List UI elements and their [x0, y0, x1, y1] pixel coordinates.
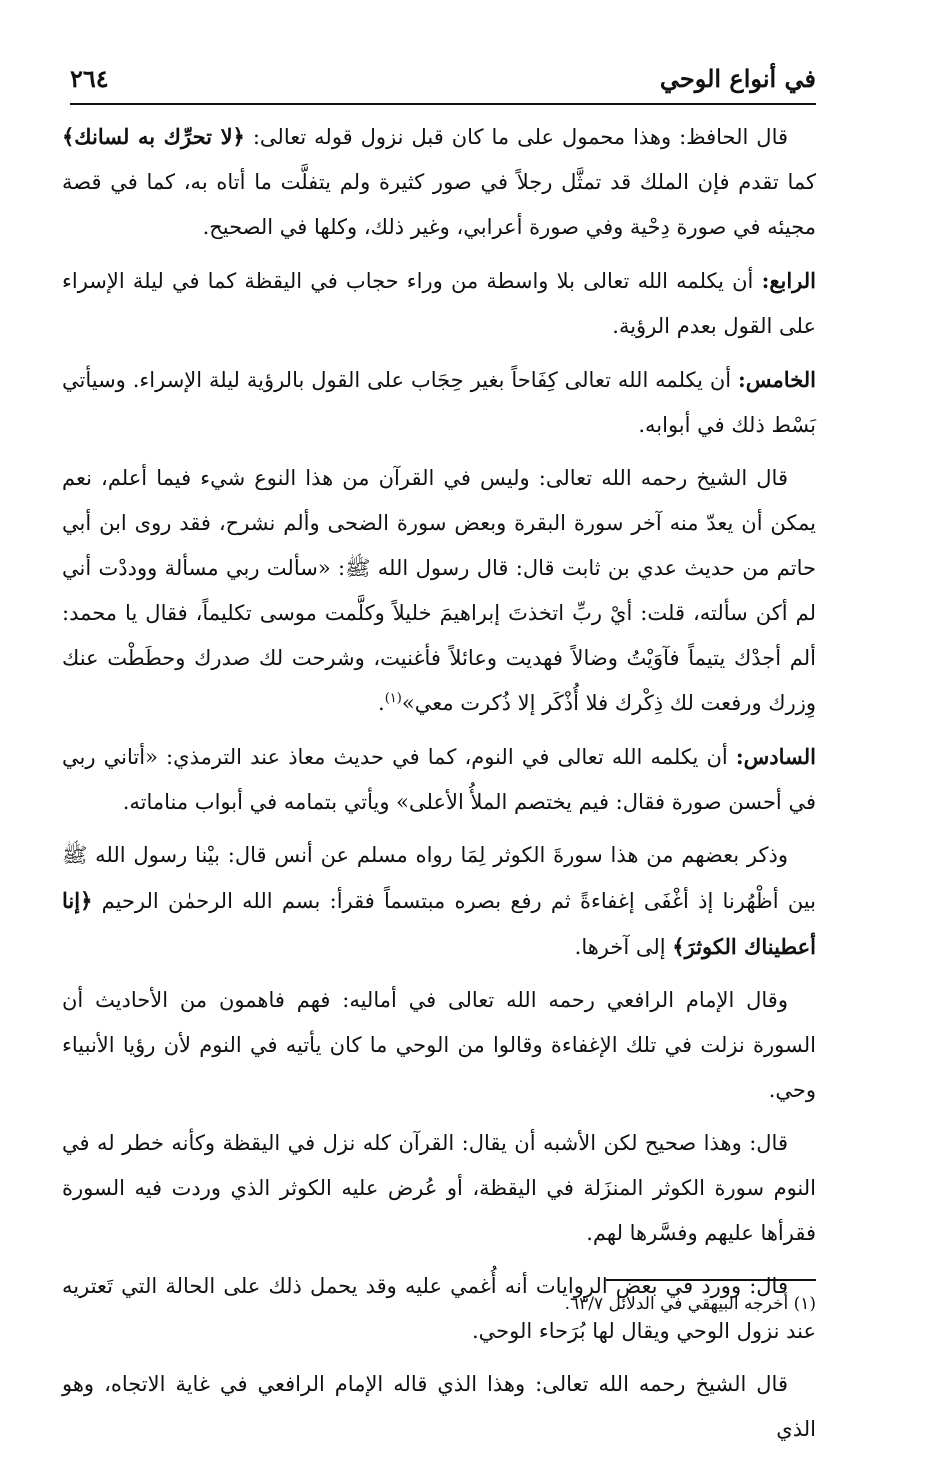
footnote: [62, 1290, 816, 1318]
paragraph-text: أن يكلمه الله تعالى في النوم، كما في حديث معاذ عند الترمذي: «أتاني ربي في أحسن صورة فقال: فيم يختصم الملأُ الأعلى» ويأتي بتمامه في أبواب مناماته.: [62, 745, 816, 814]
paragraph-text: كما تقدم فإن الملك قد تمثَّل رجلاً في صور كثيرة ولم يتفلَّت ما أتاه به، كما في قصة مجيئه في صورة دِحْية وفي صورة أعرابي، وغير ذلك، وكلها في الصحيح.: [62, 170, 816, 239]
paragraph-kawthar: [62, 833, 816, 970]
paragraph-fourth: [62, 258, 816, 349]
body-text: [62, 114, 816, 1460]
quran-verse: ﴿إنا أعطيناك الكوثرَ﴾: [62, 888, 816, 959]
paragraph-text: إلى آخرها.: [574, 935, 673, 959]
paragraph-text: قال: وهذا صحيح لكن الأشبه أن يقال: القرآن كله نزل في اليقظة وكأنه خطر له في النوم سورة الكوثر المنزَلة في اليقظة، أو عُرض عليه الكوثر الذي وردت فيه السورة فقرأها عليهم وفسَّرها لهم.: [62, 1131, 816, 1245]
footnote-divider: [606, 1279, 816, 1281]
paragraph-hafiz: [62, 114, 816, 250]
paragraph-sheikh-conclusion: [62, 1362, 816, 1452]
paragraph-text: أن يكلمه الله تعالى كِفَاحاً بغير حِجَاب على القول بالرؤية ليلة الإسراء. وسيأتي بَسْط ذلك في أبوابه.: [62, 368, 816, 437]
paragraph-fifth: [62, 357, 816, 448]
paragraph-text: قال: وورد في بعض الروايات أنه أُغمي عليه وقد يحمل ذلك على الحالة التي تَعتريه عند نزول الوحي ويقال لها بُرَحاء الوحي.: [62, 1274, 816, 1343]
paragraph-end: .: [378, 691, 385, 715]
paragraph-rafii: [62, 978, 816, 1113]
paragraph-text: قال الشيخ رحمه الله تعالى: وهذا الذي قاله الإمام الرافعي في غاية الاتجاه، وهو الذي: [62, 1372, 816, 1441]
paragraph-ashbah: [62, 1121, 816, 1256]
paragraph-text: قال الشيخ رحمه الله تعالى: وليس في القرآن من هذا النوع شيء فيما أعلم، نعم يمكن أن يعدّ منه آخر سورة البقرة وبعض سورة الضحى وألم نشرح، فقد روى ابن أبي حاتم من حديث عدي بن ثابت قال: قال رسول الله ﷺ: «سألت ربي مسألة ووددْت أني لم أكن سألته، قلت: أيْ ربِّ اتخذتَ إبراهيمَ خليلاً وكلَّمت موسى تكليماً، فقال يا محمد: ألم أجدْك يتيماً فآوَيْتُ وضالاً فهديت وعائلاً فأغنيت، وشرحت لك صدرك وحطَطْت عنك وِزرك ورفعت لك ذِكْرك فلا أُذْكَر إلا ذُكرت معي»: [62, 466, 816, 715]
section-lead: الخامس:: [738, 367, 816, 392]
chapter-title: في أنواع الوحي: [659, 64, 816, 93]
quran-verse: ﴿لا تحرِّك به لسانك﴾: [62, 124, 245, 149]
footnote-text: (١) أخرجه البيهقي في الدلائل ٦٣/٧.: [564, 1294, 816, 1314]
paragraph-text: قال الحافظ: وهذا محمول على ما كان قبل نزول قوله تعالى:: [244, 125, 789, 149]
paragraph-text: وقال الإمام الرافعي رحمه الله تعالى في أماليه: فهم فاهمون من الأحاديث أن السورة نزلت في تلك الإغفاءة وقالوا من الوحي ما كان يأتيه في النوم لأن رؤيا الأنبياء وحي.: [62, 988, 816, 1102]
paragraph-text: أن يكلمه الله تعالى بلا واسطة من وراء حجاب في اليقظة كما في ليلة الإسراء على القول بعدم الرؤية.: [62, 269, 816, 338]
running-header: [70, 62, 816, 98]
section-lead: الرابع:: [761, 268, 816, 293]
footnote-reference[interactable]: (١): [384, 691, 402, 706]
header-divider: [70, 103, 816, 105]
paragraph-sheikh-hadith: [62, 456, 816, 726]
section-lead: السادس:: [735, 744, 816, 769]
paragraph-sixth: [62, 734, 816, 825]
page-number: ٢٦٤: [70, 64, 109, 93]
paragraph-text: وذكر بعضهم من هذا سورةَ الكوثر لِمَا رواه مسلم عن أنس قال: بيْنا رسول الله ﷺ بين أظْهُرنا إذ أغْفَى إغفاءةً ثم رفع بصره مبتسماً فقرأ: بسم الله الرحمٰن الرحيم: [62, 843, 816, 913]
